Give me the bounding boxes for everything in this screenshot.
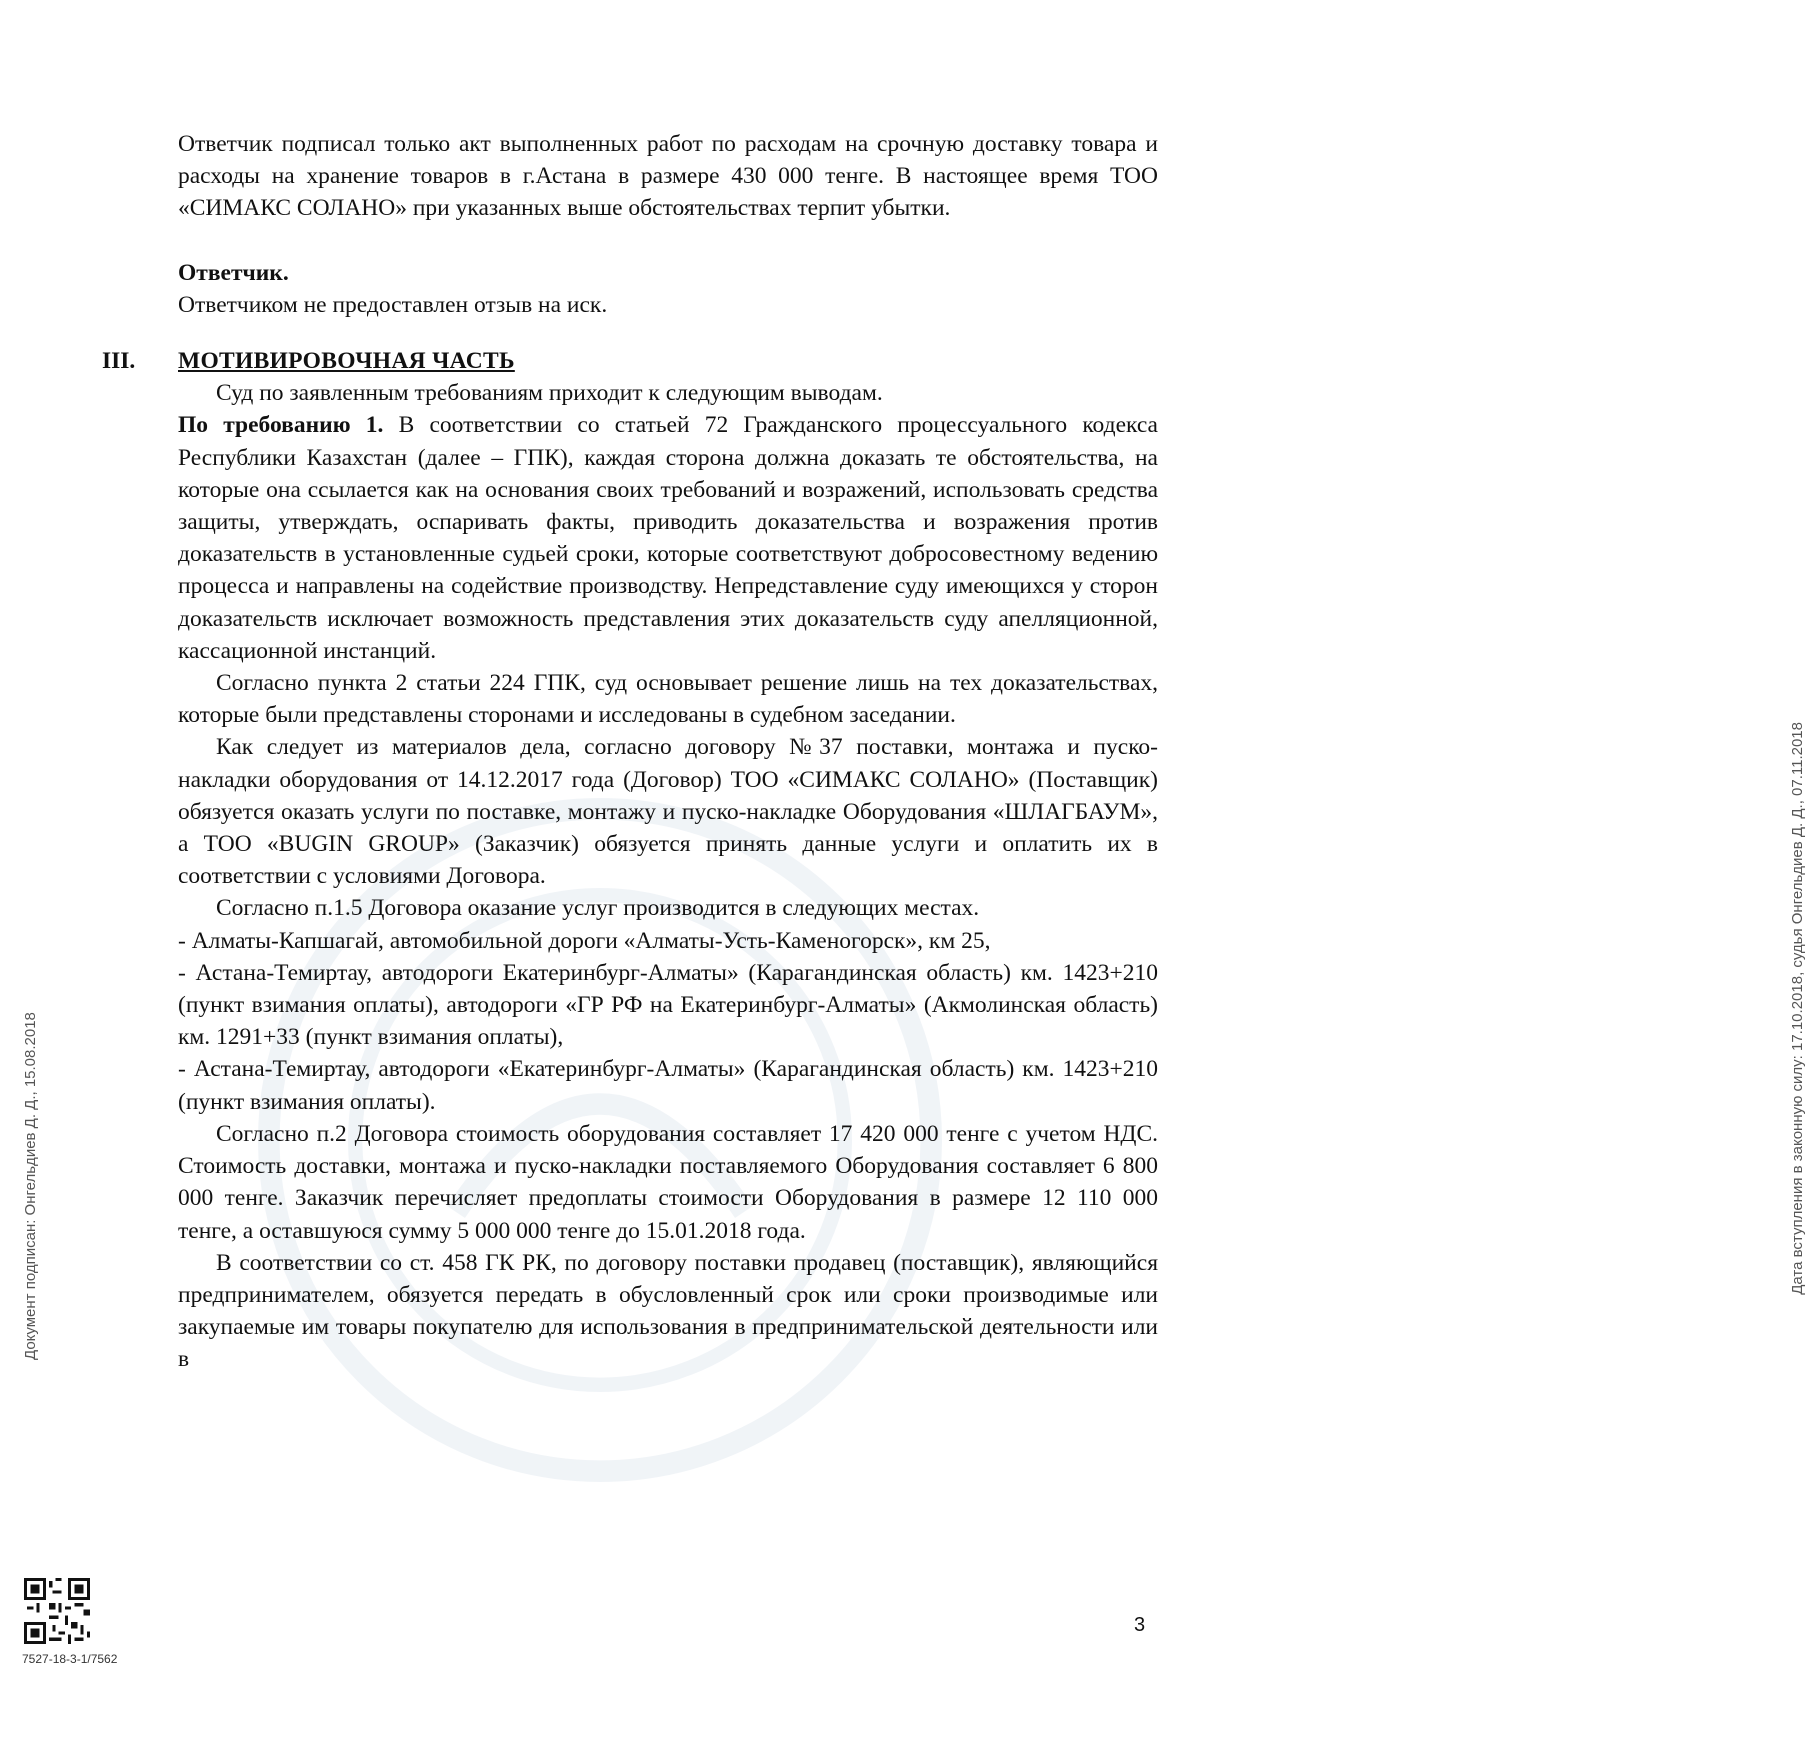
section-heading [102,345,1158,377]
document-code: 7527-18-3-1/7562 [22,1652,118,1666]
entry-into-force-margin-note: Дата вступления в законную силу: 17.10.2018, судья Онгельдиев Д. Д., 07.11.2018 [1788,722,1806,1295]
requirement-1-text: В соответствии со статьей 72 Гражданского процессуального кодекса Республики Казахстан (далее – ГПК), каждая сторона должна доказать те обстоятельства, на которые она ссылается как на основания своих требований и возражений, использовать средства защиты, утверждать, оспаривать факты, приводить доказательства и возражения против доказательств в установленные судьей сроки, которые соответствуют добросовестному ведению процесса и направлены на содействие производству. Непредставление суду имеющихся у сторон доказательств исключает возможность представления этих доказательств суду апелляционной, кассационной инстанций. [178,412,1158,664]
article-224-paragraph: Согласно пункта 2 статьи 224 ГПК, суд основывает решение лишь на тех доказательствах, которые были представлены сторонами и исследованы в судебном заседании. [178,670,1158,729]
contract-paragraph: Как следует из материалов дела, согласно договору №37 поставки, монтажа и пуско-накладки оборудования от 14.12.2017 года (Договор) ТОО «СИМАКС СОЛАНО» (Поставщик) обязуется оказать услуги по поставке, монтажу и пуско-накладке Оборудования «ШЛАГБАУМ», а ТОО «BUGIN GROUP» (Заказчик) обязуется принять данные услуги и оплатить их в соответствии с условиями Договора. [178,734,1158,890]
service-place-item: - Астана-Темиртау, автодороги Екатеринбург-Алматы» (Карагандинская область) км. 1423+210 (пункт взимания оплаты), автодороги «ГР РФ на Екатеринбург-Алматы» (Акмолинская область) км. 1291+33 (пункт взимания оплаты), [178,959,1158,1051]
qr-code-icon [24,1578,90,1644]
service-place-item: - Астана-Темиртау, автодороги «Екатеринбург-Алматы» (Карагандинская область) км. 1423+210 (пункт взимания оплаты). [178,1056,1158,1115]
service-places-paragraph: Согласно п.1.5 Договора оказание услуг производится в следующих местах. [216,895,980,922]
requirement-1-paragraph [178,409,1158,667]
service-place-item: - Алматы-Капшагай, автомобильной дороги «Алматы-Усть-Каменогорск», км 25, [178,927,991,954]
cost-paragraph: Согласно п.2 Договора стоимость оборудования составляет 17 420 000 тенге с учетом НДС. Стоимость доставки, монтажа и пуско-накладки поставляемого Оборудования составляет 6 800 000 тенге. Заказчик перечисляет предоплаты стоимости Оборудования в размере 12 110 000 тенге, а оставшуюся сумму 5 000 000 тенге до 15.01.2018 года. [178,1120,1158,1244]
requirement-1-label: По требованию 1. [178,412,384,439]
section-intro: Суд по заявленным требованиям приходит к следующим выводам. [216,380,883,407]
section-number: III. [102,348,136,375]
respondent-heading: Ответчик. [178,259,289,286]
respondent-text: Ответчиком не предоставлен отзыв на иск. [178,291,608,318]
claim-paragraph-expenses: Ответчик подписал только акт выполненных работ по расходам на срочную доставку товара и расходы на хранение товаров в г.Астана в размере 430 000 тенге. В настоящее время ТОО «СИМАКС СОЛАНО» при указанных выше обстоятельствах терпит убытки. [178,131,1158,222]
signature-margin-note: Документ подписан: Онгельдиев Д. Д., 15.08.2018 [22,1012,39,1360]
article-458-paragraph: В соответствии со ст. 458 ГК РК, по договору поставки продавец (поставщик), являющийся предпринимателем, обязуется передать в обусловленный срок или сроки производимые или закупаемые им товары покупателю для использования в предпринимательской деятельности или в [178,1249,1158,1373]
page-number: 3 [1134,1614,1146,1636]
document-body [102,128,1158,1376]
section-title: МОТИВИРОВОЧНАЯ ЧАСТЬ [178,348,515,375]
